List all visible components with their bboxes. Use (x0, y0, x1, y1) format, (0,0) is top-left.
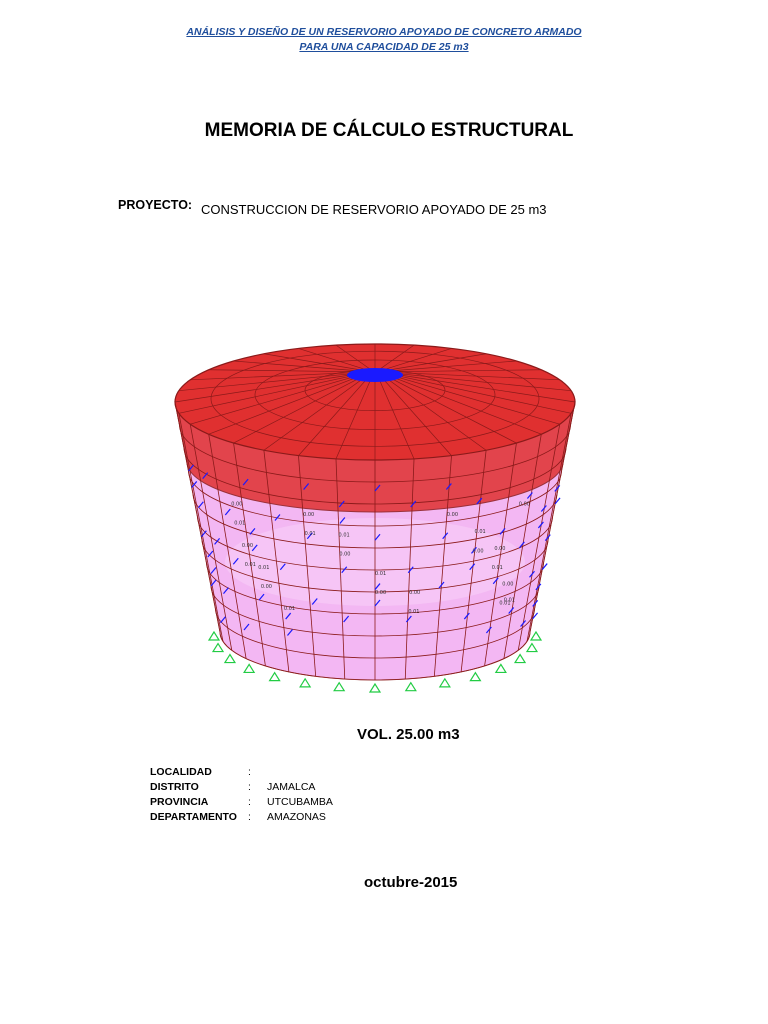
value-label: 0.01 (283, 605, 296, 612)
value-label: 0.01 (408, 608, 420, 615)
reservoir-model-image (160, 320, 600, 710)
value-label: 0.01 (258, 565, 270, 571)
location-value: UTCUBAMBA (267, 796, 333, 808)
support-icon (531, 632, 541, 640)
support-icon (213, 644, 223, 652)
support-icon (496, 664, 506, 672)
value-label: 0.00 (472, 548, 484, 555)
location-colon: : (248, 766, 251, 778)
document-header (0, 25, 768, 55)
reservoir-3d-model (160, 320, 600, 715)
support-icon (406, 683, 416, 691)
header-line-2: PARA UNA CAPACIDAD DE 25 m3 (299, 41, 469, 53)
value-label: 0.01 (491, 565, 503, 571)
support-icon (470, 673, 480, 681)
location-row (150, 780, 333, 795)
support-icon (515, 655, 525, 663)
header-line-1: ANÁLISIS Y DISEÑO DE UN RESERVORIO APOYADO DE CONCRETO ARMADO (186, 26, 582, 38)
value-label: 0.00 (409, 589, 421, 596)
value-label: 0.00 (518, 501, 530, 508)
support-icon (300, 679, 310, 687)
location-colon: : (248, 796, 251, 808)
location-key: PROVINCIA (150, 796, 209, 808)
roof-cap (347, 368, 403, 382)
value-label: 0.00 (241, 542, 254, 549)
support-icon (244, 664, 254, 672)
location-value: JAMALCA (267, 781, 316, 793)
value-label: 0.01 (499, 600, 511, 607)
location-key: DEPARTAMENTO (150, 811, 237, 823)
support-icon (334, 683, 344, 691)
location-row (150, 810, 333, 825)
location-row (150, 795, 333, 810)
value-label: 0.00 (446, 511, 459, 518)
value-label: 0.01 (375, 571, 387, 577)
project-label: PROYECTO: (118, 198, 193, 212)
location-colon: : (248, 781, 251, 793)
support-icon (440, 679, 450, 687)
value-label: 0.00 (260, 584, 272, 591)
location-row (150, 765, 333, 780)
location-table (150, 765, 333, 825)
value-label: 0.00 (375, 590, 387, 597)
document-date: octubre-2015 (364, 874, 458, 891)
support-icon (370, 684, 380, 692)
value-label: 0.00 (502, 581, 514, 588)
support-icon (527, 644, 537, 652)
volume-label: VOL. 25.00 m3 (357, 726, 460, 743)
value-label: 0.01 (244, 562, 256, 569)
location-key: LOCALIDAD (150, 766, 212, 778)
location-colon: : (248, 811, 251, 823)
location-value: AMAZONAS (267, 811, 326, 823)
value-label: 0.00 (231, 501, 243, 508)
page-title: MEMORIA DE CÁLCULO ESTRUCTURAL (204, 120, 574, 141)
value-label: 0.00 (494, 545, 506, 552)
value-label: 0.01 (234, 520, 246, 527)
support-icon (270, 673, 280, 681)
value-label: 0.01 (503, 597, 515, 604)
value-label: 0.01 (338, 532, 350, 539)
value-label: 0.00 (339, 551, 351, 558)
value-label: 0.01 (474, 529, 486, 536)
value-label: 0.00 (303, 511, 315, 518)
project-value: CONSTRUCCION DE RESERVORIO APOYADO DE 25 m3 (201, 202, 547, 217)
support-icon (225, 655, 235, 663)
support-icon (209, 632, 219, 640)
value-label: 0.01 (304, 531, 316, 538)
location-key: DISTRITO (150, 781, 199, 793)
